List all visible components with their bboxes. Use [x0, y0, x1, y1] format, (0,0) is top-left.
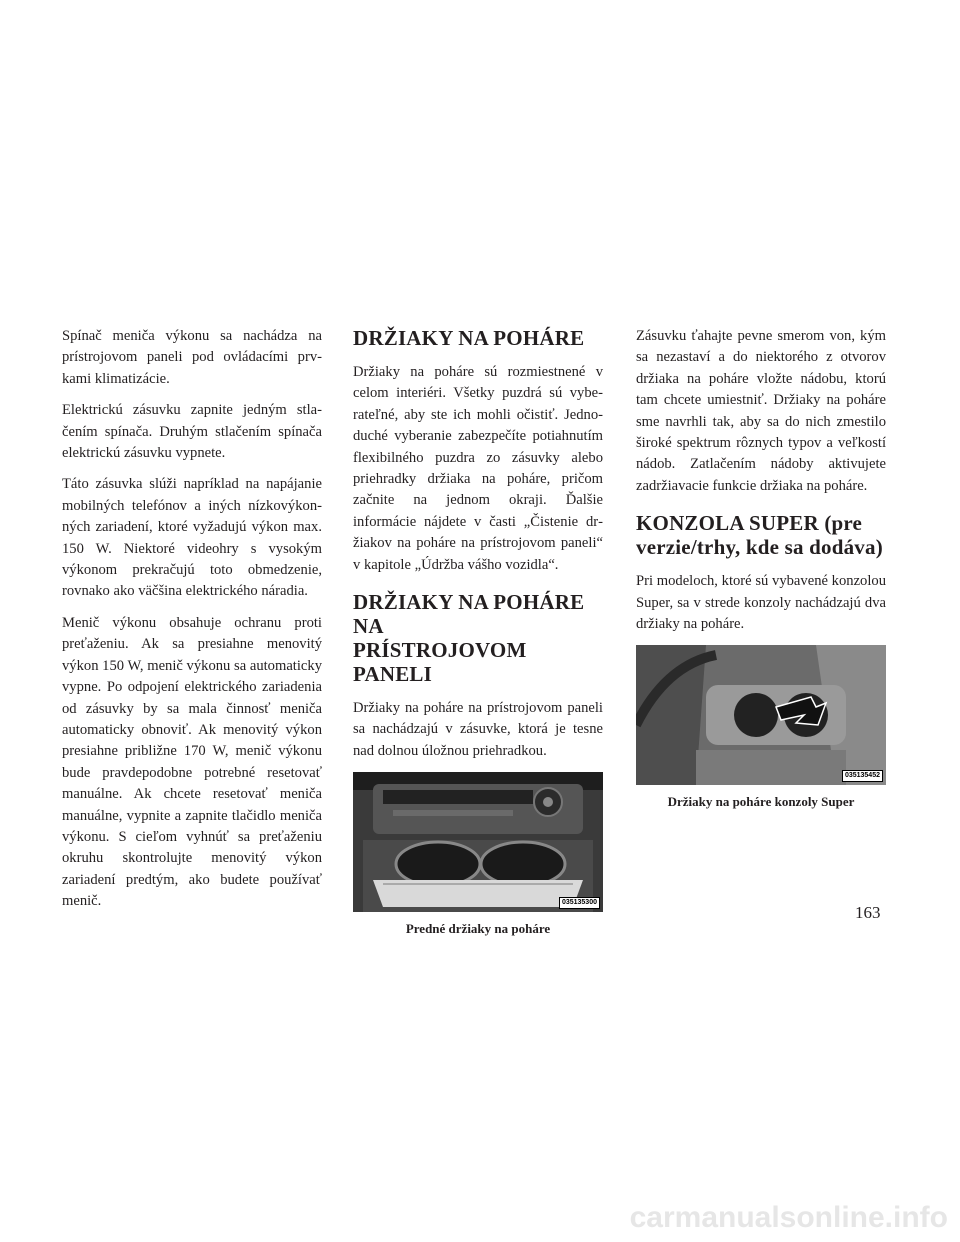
- left-column: [62, 326, 322, 923]
- body-paragraph: Spínač meniča výkonu sa nachádza na prístrojovom paneli pod ovládacími prvkami klimatizácie.: [62, 328, 322, 387]
- section-heading-super-console: KONZOLA SUPER (pre verzie/trhy, kde sa dodáva): [636, 511, 883, 560]
- right-column: [636, 326, 886, 818]
- body-paragraph: Držiaky na poháre sú rozmiestnené v celom interiéri. Všetky puzdrá sú vyberateľné, aby ste ich mohli očistiť. Jednoduché vyberanie zabezpečíte potiahnutím flexibilného puzdra zo zásuvky alebo priehradky držiaka na poháre, pričom začnite na jednom okraji. Ďalšie informácie nájdete v časti „Čistenie držiakov na poháre na prístrojovom paneli“ v kapitole „Údržba vášho vozidla“.: [353, 364, 603, 573]
- body-paragraph: Táto zásuvka slúži napríklad na napájanie mobilných telefónov a iných nízkovýkonných zariadení, ktoré vyžadujú výkon max. 150 W. Niektoré videohry s vysokým výkonom prekračujú toto obmedzenie, rovnako ako väčšina elektrického náradia.: [62, 476, 322, 600]
- page-number: 163: [855, 903, 881, 922]
- super-console-photo: [636, 645, 886, 785]
- body-paragraph: Menič výkonu obsahuje ochranu proti preťaženiu. Ak sa presiahne menovitý výkon 150 W, menič výkonu sa automaticky vypne. Po odpojení elektrického zariadenia od zásuvky by sa mala činnosť meniča automaticky obnoviť. Ak menovitý výkon presiahne približne 170 W, menič výkonu bude pravdepodobne potrebné resetovať manuálne. Ak chcete resetovať meniča manuálne, vypnite a zapnite tlačidlo meniča výkonu. S cieľom vyhnúť sa preťaženiu okruhu skontrolujte menovitý výkon zariadení predtým, ako budete používať menič.: [62, 614, 322, 910]
- super-console-figure: [636, 645, 886, 810]
- body-paragraph: Držiaky na poháre na prístrojovom paneli sa nachádzajú v zásuvke, ktorá je tesne nad dolnou úložnou priehradkou.: [353, 700, 603, 759]
- front-cup-holders-figure: [353, 772, 603, 937]
- watermark-logo: [573, 1197, 953, 1237]
- figure-caption: Držiaky na poháre konzoly Super: [667, 794, 855, 810]
- body-paragraph: Pri modeloch, ktoré sú vybavené konzolou Super, sa v strede konzoly nachádzajú dva držiaky na poháre.: [636, 573, 886, 633]
- body-paragraph: Zásuvku ťahajte pevne smerom von, kým sa nezastaví a do niektorého z otvorov držiaka na poháre vložte nádobu, ktorú tam chcete umiestniť. Držiaky na poháre sme navrhli tak, aby sa do nich zmestilo široké spektrum rôznych typov a veľkostí nádob. Zatlačením nádoby aktivujete zadržiavacie funkcie držiaka na poháre.: [636, 328, 886, 494]
- photo-code: 035135300: [559, 897, 600, 909]
- section-heading-cup-holders: DRŽIAKY NA POHÁRE: [353, 326, 585, 350]
- photo-code: 035135452: [842, 770, 883, 782]
- section-heading-instrument-panel-cup-holders: DRŽIAKY NA POHÁRE NA PRÍSTROJOVOM PANELI: [353, 590, 585, 687]
- super-console-illustration: [636, 645, 886, 785]
- watermark-text: carmanualsonline.info: [629, 1201, 948, 1234]
- body-paragraph: Elektrickú zásuvku zapnite jedným stlačením spínača. Druhým stlačením spínača elektrickú zásuvku vypnete.: [62, 402, 322, 462]
- front-cup-holders-photo: [353, 772, 603, 912]
- middle-column: [353, 326, 603, 945]
- figure-caption: Predné držiaky na poháre: [405, 921, 551, 937]
- front-cup-holders-illustration: [353, 772, 603, 912]
